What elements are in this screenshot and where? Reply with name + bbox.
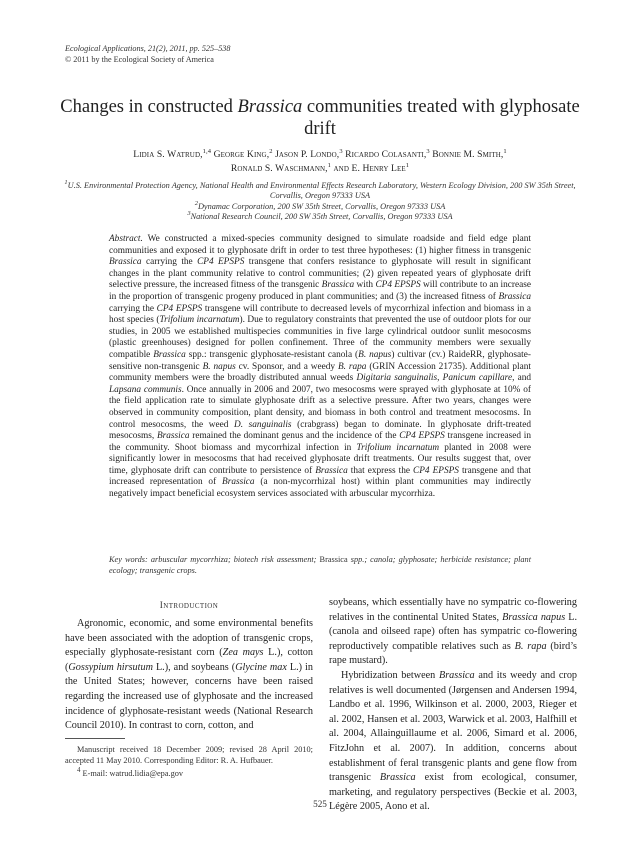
text-run: ). Due to regulatory constraints that prevented the use of outdoor plots for our studies, in 2005 we established multispecies communities in five large cylindrical outdoor sunlit mesocosms (plastic greenhouses) designed for pollen confinement. Three of the community members were sexually compatible [109, 315, 532, 360]
author-affiliation-mark: 2 [269, 147, 273, 155]
journal-header [65, 44, 230, 65]
italic-term: Brassica [153, 349, 186, 360]
italic-term: Brassica [109, 257, 142, 268]
text-run: ) cultivar (cv.) RaideRR, glyphosate-sensitive non-transgenic [109, 349, 531, 372]
text-run: exist from ecological, consumer, marketing, and regulatory perspectives (Beckie et al. 2003, Légère 2005, Aono et al. [329, 772, 577, 813]
text-run: , [437, 373, 443, 384]
author-affiliation-mark: 1 [503, 147, 507, 155]
text-run: Hybridization between [341, 669, 439, 681]
keywords [109, 555, 531, 577]
italic-term: Trifolium incarnatum [356, 442, 440, 453]
italic-term: Digitaria sanguinalis [356, 373, 438, 384]
text-run: (bird’s rape mustard). [329, 640, 578, 667]
text-run: , and [512, 373, 532, 384]
copyright-line: © 2011 by the Ecological Society of America [65, 54, 214, 64]
text-run: transgene that confers resistance to glyphosate will result in significant changes in the plant community relative to control communities; (2) given repeated years of glyphosate drift selective pressure, the increased fitness of the transgenic [109, 257, 531, 291]
author-affiliation-mark: 3 [339, 147, 343, 155]
text-run: L. (canola and oilseed rape) often has sympatric co-flowering reproductively compatible relatives such as [329, 611, 578, 652]
italic-term: Brassica [156, 431, 190, 442]
italic-term: Lapsana communis [109, 384, 182, 395]
text-run: (GRIN Accession 21735). Additional plant community members were the broadly distributed annual weeds [109, 361, 531, 384]
italic-term: Brassica [315, 465, 348, 476]
text-run: Agronomic, economic, and some environmental benefits have been associated with the adoption of transgenic crops, especially glyphosate-resistant corn ( [65, 618, 313, 659]
text-run: transgene and that increased representation of [109, 465, 531, 488]
keywords-text-2: spp.; canola; glyphosate; herbicide resistance; plant ecology; transgenic crops. [109, 555, 532, 575]
affiliation-3: $^3$National Research Council, 200 SW 35th Street, Corvallis, Oregon 97333 USA [187, 210, 453, 221]
footnote-manuscript: Manuscript received 18 December 2009; revised 28 April 2010; accepted 11 May 2010. Corresponding Editor: R. A. Hufbauer. [65, 745, 313, 765]
author-name: Ricardo Colasanti, [345, 149, 427, 160]
author-name: E. Henry Lee [351, 163, 406, 174]
italic-term: CP4 EPSPS [399, 431, 445, 442]
text-run: that express the [347, 465, 414, 476]
author-name: Jason P. Londo, [275, 149, 340, 160]
text-run: remained the dominant genus and the incidence of the [189, 431, 400, 442]
text-run: (crabgrass) began to dominate. In glyphosate drift-treated mesocosms, [109, 419, 531, 442]
right-column [329, 596, 577, 815]
text-run: L.), and soybeans ( [152, 661, 236, 673]
abstract-label: Abstract. [109, 234, 143, 244]
affiliation-1: $^1$U.S. Environmental Protection Agency, National Health and Environmental Effects Research Laboratory, Western Ecology Division, 200 SW 35th Street, Corvallis, Oregon 97333 USA [64, 179, 576, 201]
italic-term: Gossypium hirsutum [68, 661, 153, 673]
italic-term: CP4 EPSPS [197, 257, 245, 268]
author-affiliation-mark: 3 [426, 147, 430, 155]
text-run: carrying the [141, 257, 198, 268]
footnote-email [65, 766, 313, 779]
abstract-body [109, 234, 531, 499]
author-name: Bonnie M. Smith, [432, 149, 504, 160]
text-run: will contribute to an increase in the proportion of transgenic progeny produced in plant communities; and (3) the increased fitness of [109, 280, 532, 302]
italic-term: Panicum capillare [442, 373, 513, 384]
italic-term: CP4 EPSPS [413, 465, 459, 476]
italic-term: B. napus [202, 361, 236, 372]
italic-term: Glycine max [235, 661, 287, 673]
title-part-1: Changes in constructed [60, 97, 238, 117]
text-run: spp.: transgenic glyphosate-resistant canola ( [185, 349, 359, 360]
italic-term: D. sanguinalis [234, 419, 292, 430]
italic-term: B. napus [358, 349, 392, 360]
author-name: George King, [213, 149, 270, 160]
text-run: transgene will contribute to decreased levels of mycorrhizal infection and biomass in a host species ( [109, 303, 532, 326]
text-run: and its weedy and crop relatives is well documented (Jørgensen and Andersen 1994, Landbo et al. 1996, Wilkinson et al. 2000, 2003, Rieger et al. 2002, Hansen et al. 2003, Warwick et al. 2003, Halfhill et al. 2004, Allainguillaume et al. 2006, Simard et al. 2006, FitzJohn et al. 2007). In addition, concerns about establishment of feral transgenic plants and gene flow from transgenic [329, 669, 578, 784]
keywords-roman: Brassica [319, 555, 348, 564]
author-affiliation-mark: 1,4 [202, 147, 212, 155]
footnotes [65, 745, 313, 780]
text-run: planted in 2008 were significantly lower in mesocosms that had received glyphosate drift treatments. Our results suggest that, over time, glyphosate drift can contribute to persistence of [109, 442, 531, 476]
italic-term: Brassica [379, 772, 416, 784]
text-run: cv. Sponsor, and a weedy [235, 361, 338, 372]
italic-term: Trifolium incarnatum [159, 315, 240, 326]
italic-term: CP4 EPSPS [375, 280, 421, 291]
italic-term: Brassica [438, 669, 475, 681]
author-affiliation-mark: 1 [405, 161, 410, 169]
italic-term: Brassica [498, 291, 531, 302]
abstract [109, 234, 531, 501]
italic-term: Brassica [222, 477, 255, 488]
page-number: 525 [313, 799, 327, 809]
italic-term: B. rapa [337, 361, 367, 372]
author-name: Ronald S. Waschmann, [230, 163, 328, 174]
intro-left-text [65, 617, 313, 734]
text-run: . Once annually in 2006 and 2007, two mesocosms were sprayed with glyphosate at 10% of the field application rate to simulate glyphosate drift as a selective pressure. After two years, changes were observed in community composition, plant density, and biomass in both control and treatment mesocosms. In control mesocosms, the weed [109, 384, 531, 430]
affiliations [62, 181, 578, 222]
italic-term: B. rapa [514, 640, 547, 652]
section-heading-introduction: Introduction [159, 601, 219, 611]
text-run: (a non-mycorrhizal host) within plant communities may indirectly negatively impact beneficial ecosystem services associated with arbuscular mycorrhiza. [109, 477, 532, 500]
paragraph [329, 596, 577, 669]
italic-term: CP4 EPSPS [156, 303, 203, 314]
author-list [60, 148, 580, 176]
text-run: with [354, 280, 376, 291]
author-affiliation-mark: 1 [327, 161, 332, 169]
paragraph [329, 669, 577, 815]
text-run: soybeans, which essentially have no sympatric co-flowering relatives in the continental United States, [329, 597, 577, 623]
left-column [65, 601, 313, 734]
italic-term: Zea mays [222, 647, 264, 659]
footnote-email-text: E-mail: watrud.lidia@epa.gov [80, 768, 184, 778]
keywords-text-1: arbuscular mycorrhiza; biotech risk assessment; [150, 555, 320, 564]
italic-term: Brassica [321, 280, 355, 291]
title-part-2: communities treated with glyphosate drift [302, 97, 580, 139]
article-title [60, 96, 580, 140]
footnote-mark: 4 [77, 767, 81, 775]
text-run: We constructed a mixed-species community designed to simulate roadside and field edge plant communities and exposed it to glyphosate drift in order to test three hypotheses: (1) higher fitness in transgenic [109, 234, 531, 256]
italic-term: Brassica napus [502, 611, 566, 623]
author-and: and [333, 163, 349, 174]
intro-right-text [329, 596, 577, 815]
paragraph [65, 617, 313, 734]
text-run: transgene increased in the community. Shoot biomass and mycorrhizal infection in [109, 431, 531, 453]
keywords-label: Key words: [109, 555, 148, 564]
affiliation-2: $^2$Dynamac Corporation, 200 SW 35th Street, Corvallis, Oregon 97333 USA [194, 199, 446, 211]
text-run: L.) in the United States; however, concerns have been raised regarding the increased use of glyphosate and the increased incidence of glyphosate-resistant weeds (National Research Council 2010). In contrast to corn, cotton, and [65, 661, 313, 732]
author-name: Lidia S. Watrud, [133, 149, 203, 160]
text-run: carrying the [109, 303, 157, 314]
footnote-divider [65, 738, 125, 739]
text-run: L.), cotton ( [65, 647, 313, 673]
title-italic: Brassica [237, 97, 303, 117]
journal-citation: Ecological Applications, 21(2), 2011, pp. 525–538 [65, 44, 231, 53]
